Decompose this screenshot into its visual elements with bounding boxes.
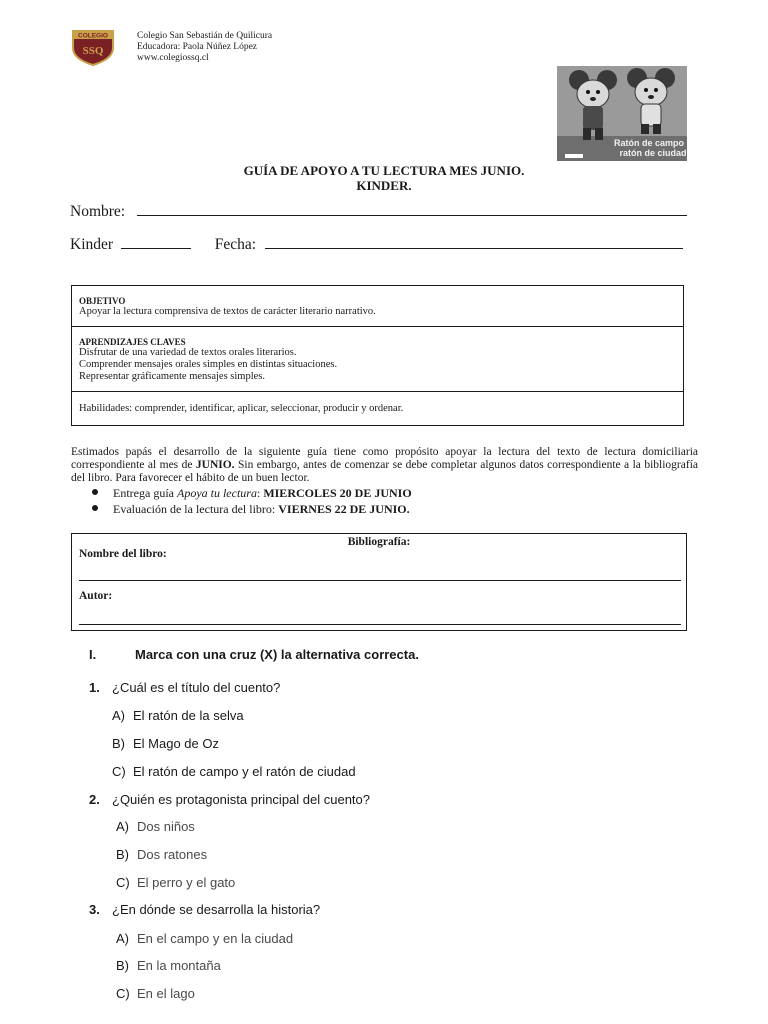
- cover-title-1: Ratón de campo: [613, 138, 685, 148]
- intro-text-2: Sin embargo, antes de comenzar se debe completar algunos datos correspondiente a la bibliografía del libro. Para favorecer el hábito de un buen lector.: [71, 459, 698, 484]
- cover-title-2: ratón de ciudad: [619, 148, 687, 158]
- title-line-2: KINDER.: [356, 178, 412, 193]
- option-text: En el lago: [137, 986, 195, 1001]
- bibliography-box: [71, 533, 687, 631]
- objective-text: Apoyar la lectura comprensiva de textos de carácter literario narrativo.: [79, 306, 376, 317]
- option-letter: B): [116, 847, 129, 862]
- section-number: I.: [89, 647, 97, 662]
- svg-text:SSQ: SSQ: [82, 45, 104, 57]
- date-prefix: Evaluación de la lectura del libro:: [113, 502, 279, 516]
- skills-cell: [72, 391, 683, 425]
- option-letter: B): [116, 958, 129, 973]
- dates-list: [92, 485, 412, 517]
- key-learning-item: Representar gráficamente mensajes simples.: [79, 371, 266, 382]
- option-letter: B): [112, 736, 125, 751]
- date-value: MIERCOLES 20 DE JUNIO: [263, 486, 412, 500]
- option-text: El perro y el gato: [137, 875, 236, 890]
- option-3b[interactable]: [116, 958, 221, 973]
- school-name: Colegio San Sebastián de Quilicura: [137, 31, 273, 41]
- skills-text: Habilidades: comprender, identificar, aplicar, seleccionar, producir y ordenar.: [79, 403, 404, 414]
- option-text: El Mago de Oz: [133, 736, 219, 751]
- kinder-date-row: [70, 236, 683, 254]
- objective-heading: OBJETIVO: [79, 296, 126, 306]
- list-item: [92, 485, 412, 501]
- option-text: El ratón de la selva: [133, 708, 244, 723]
- option-letter: A): [116, 931, 129, 946]
- option-3c[interactable]: [116, 986, 195, 1001]
- option-1c[interactable]: [112, 764, 356, 779]
- date-prefix: Entrega guía: [113, 486, 177, 500]
- book-name-field[interactable]: [79, 580, 681, 581]
- key-learnings-cell: [72, 326, 683, 391]
- name-field[interactable]: [137, 203, 687, 216]
- book-name-label: Nombre del libro:: [79, 548, 167, 560]
- page-title: [0, 163, 768, 193]
- date-emphasis: Apoya tu lectura: [176, 486, 257, 500]
- date-label: Fecha:: [214, 236, 257, 253]
- name-label: Nombre:: [70, 203, 126, 220]
- date-field[interactable]: [265, 236, 683, 249]
- option-letter: C): [116, 986, 130, 1001]
- author-field[interactable]: [79, 624, 681, 625]
- svg-text:COLEGIO: COLEGIO: [78, 32, 108, 40]
- teacher-name: Educadora: Paola Núñez López: [137, 42, 258, 52]
- school-website: www.colegiossq.cl: [137, 53, 209, 63]
- option-text: Dos ratones: [137, 847, 208, 862]
- question-text: ¿Cuál es el título del cuento?: [112, 680, 281, 695]
- option-letter: C): [116, 875, 130, 890]
- option-letter: A): [116, 819, 129, 834]
- bullet-icon: [92, 489, 98, 495]
- option-2b[interactable]: [116, 847, 207, 862]
- intro-text-1: Estimados papás el desarrollo de la siguiente guía tiene como propósito apoyar la lectura del texto de lectura domiciliaria correspondiente al mes de: [71, 446, 698, 471]
- bibliography-title: Bibliografía:: [347, 536, 411, 548]
- option-2c[interactable]: [116, 875, 235, 890]
- key-learning-item: Comprender mensajes orales simples en distintas situaciones.: [79, 359, 338, 370]
- question-number: 2.: [89, 792, 100, 807]
- list-item: [92, 501, 412, 517]
- kinder-label: Kinder: [70, 236, 114, 253]
- option-text: En el campo y en la ciudad: [137, 931, 294, 946]
- question-text: ¿En dónde se desarrolla la historia?: [112, 902, 321, 917]
- name-field-row: [70, 203, 687, 221]
- option-text: En la montaña: [137, 958, 221, 973]
- school-crest-logo: [70, 28, 116, 66]
- section-instruction: Marca con una cruz (X) la alternativa correcta.: [135, 647, 419, 662]
- question-text: ¿Quién es protagonista principal del cuento?: [112, 792, 370, 807]
- book-cover-image: [557, 66, 687, 161]
- option-3a[interactable]: [116, 931, 293, 946]
- question-1: [89, 680, 280, 695]
- question-number: 1.: [89, 680, 100, 695]
- intro-month: JUNIO.: [195, 459, 235, 471]
- option-2a[interactable]: [116, 819, 195, 834]
- option-letter: C): [112, 764, 126, 779]
- option-text: Dos niños: [137, 819, 195, 834]
- title-line-1: GUÍA DE APOYO A TU LECTURA MES JUNIO.: [243, 163, 525, 178]
- option-1b[interactable]: [112, 736, 219, 751]
- author-label: Autor:: [79, 590, 113, 602]
- objectives-table: [71, 285, 684, 426]
- key-learnings-heading: APRENDIZAJES CLAVES: [79, 337, 186, 347]
- key-learning-item: Disfrutar de una variedad de textos orales literarios.: [79, 347, 297, 358]
- option-letter: A): [112, 708, 125, 723]
- objective-cell: [72, 286, 683, 326]
- question-2: [89, 792, 370, 807]
- question-3: [89, 902, 320, 917]
- school-info: [137, 31, 272, 64]
- date-value: VIERNES 22 DE JUNIO.: [278, 502, 410, 516]
- bullet-icon: [92, 505, 98, 511]
- date-suffix: :: [256, 486, 264, 500]
- kinder-field[interactable]: [121, 236, 191, 249]
- intro-paragraph: [71, 446, 698, 485]
- question-number: 3.: [89, 902, 100, 917]
- option-text: El ratón de campo y el ratón de ciudad: [133, 764, 356, 779]
- option-1a[interactable]: [112, 708, 244, 723]
